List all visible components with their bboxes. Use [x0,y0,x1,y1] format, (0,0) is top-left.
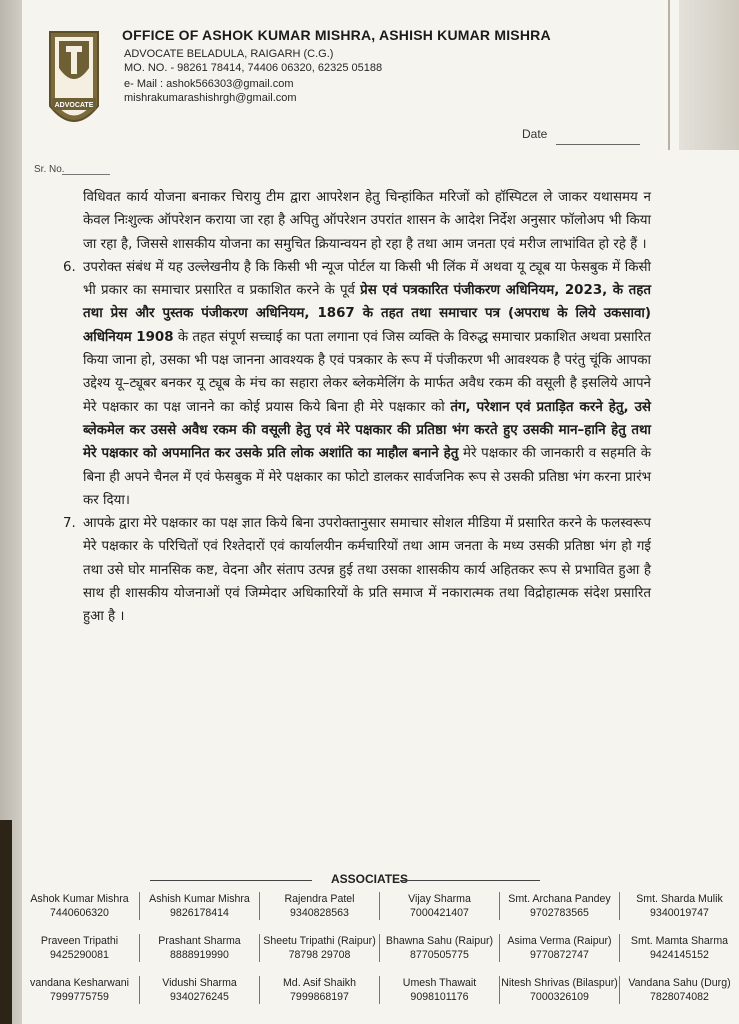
associate-phone: 7999775759 [50,991,109,1003]
associate-phone: 9826178414 [170,907,229,919]
associate-name: Smt. Archana Pandey [508,893,611,905]
associate-phone: 9340276245 [170,991,229,1003]
associate-name: Vijay Sharma [408,893,471,905]
associate-phone: 78798 29708 [288,949,351,961]
associates-row [20,976,739,1004]
email-line-2: mishrakumarashishrgh@gmail.com [124,92,297,104]
associate [620,976,739,1004]
associate-name: Bhawna Sahu (Raipur) [385,935,494,947]
associate [620,892,739,920]
associates-title: ASSOCIATES [330,872,409,886]
intro-paragraph: विधिवत कार्य योजना बनाकर चिरायु टीम द्वारा आपरेशन हेतु चिन्हांकित मरिजों को हॉस्पिटल ले जाकर यथासमय न केवल निःशुल्क ऑपरेशन कराया जा रहा है अपितु ऑपरेशन उपरांत शासन के आदेश निर्देश अनुसार फॉलोअप भी किया जा रहा है, जिससे शासकीय योजना का समुचित क्रियान्वयन हो रहा है तथा आम जनता एवं मरीज लाभांवित हो रहे हैं । [83,190,651,252]
associate-phone: 7000326109 [530,991,589,1003]
associate [140,892,260,920]
associate-phone: 9770872747 [530,949,589,961]
associate [20,934,140,962]
associate [380,934,500,962]
associate-phone: 9340019747 [650,907,709,919]
associate-phone: 9702783565 [530,907,589,919]
associate-name: Vidushi Sharma [162,977,237,989]
associate-phone: 8770505775 [410,949,469,961]
letter-body [63,186,652,629]
associate-name: Asima Verma (Raipur) [507,935,612,947]
item-6-bold-1: प्रेस एवं पत्रकारित पंजीकरण अधिनियम, 2023, के तहत तथा प्रेस और पुस्तक पंजीकरण अधिनियम, 1867 के तहत तथा समाचार पत्र (अपराध के लिये उकसावा) अधिनियम 1908 [83,283,651,345]
associate-name: Umesh Thawait [402,977,477,989]
fold-line [668,0,670,150]
associate-name: Rajendra Patel [284,893,355,905]
associate-phone: 9425290081 [50,949,109,961]
associate [500,934,620,962]
associate-phone: 7999868197 [290,991,349,1003]
associate [500,976,620,1004]
item-number: 7. [63,516,76,532]
item-6 [63,256,652,512]
serial-label: Sr. No. [34,164,65,175]
date-label: Date [522,127,548,141]
associate [140,934,260,962]
item-7-text: आपके द्वारा मेरे पक्षकार का पक्ष ज्ञात किये बिना उपरोक्तानुसार समाचार सोशल मीडिया में प्रसारित करने के फलस्वरूप मेरे पक्षकार के परिचितों एवं रिश्तेदारों एवं कार्यालयीन कर्मचारियों तथा आम जनता के मध्य उसकी प्रतिष्ठा भंग हो गई तथा उसे घोर मानसिक कष्ट, वेदना और संताप उत्पन्न हुई तथा उसका शासकीय कार्य अहितकर रूप से प्रभावित हुआ है साथ ही शासकीय योजनाओं एवं जिम्मेदार अधिकारियों के प्रति समाज में नकारात्मक तथा विद्रोहात्मक संदेश प्रसारित हुआ है । [83,516,651,625]
associate [380,892,500,920]
associates-row [20,892,739,920]
logo-text: ADVOCATE [54,102,94,109]
associate-name: Prashant Sharma [158,935,241,947]
associate-phone: 8888919990 [170,949,229,961]
associate-phone: 9098101176 [410,991,469,1003]
associate [500,892,620,920]
paper-fold [679,0,739,150]
associate-name: Sheetu Tripathi (Raipur) [263,935,376,947]
associate-name: vandana Kesharwani [30,977,129,989]
associate [260,892,380,920]
associate [20,976,140,1004]
associate-name: Nitesh Shrivas (Bilaspur) [501,977,618,989]
associate [260,934,380,962]
date-rule [556,144,640,145]
associate-name: Md. Asif Shaikh [282,977,356,989]
associate-name: Smt. Sharda Mulik [636,893,723,905]
associate [20,892,140,920]
associate-name: Vandana Sahu (Durg) [628,977,731,989]
associate-phone: 7000421407 [410,907,469,919]
associate-name: Praveen Tripathi [40,935,119,947]
mobile-line: MO. NO. - 98261 78414, 74406 06320, 62325 05188 [124,62,383,74]
item-6-text-2: के तहत संपूर्ण सच्चाई का पता लगाना एवं जिस व्यक्ति के विरुद्ध समाचार प्रकाशित अथवा प्रसारित किया जाना हो, उसका भी पक्ष जानना आवश्यक है एवं पत्रकार के रूप में पंजीकरण भी आवश्यक है परंतु चूंकि आपका उद्देश्य यू–ट्यूबर बनकर यू ट्यूब के मंच का सहारा लेकर ब्लेकमेलिंग के मार्फत अवैध रकम की वसूली है इसलिये आपने मेरे पक्षकार का पक्ष जानने का कोई प्रयास किये बिना ही मेरे पक्षकार को [83,329,652,415]
associate-name: Smt. Mamta Sharma [630,935,729,947]
item-6-text-1: उपरोक्त संबंध में यह उल्लेखनीय है कि किसी भी न्यूज पोर्टल या किसी भी लिंक में अथवा यू ट्यूब या फेसबुक में किसी भी प्रकार का समाचार प्रसारित व प्रकाशित करने के पूर्व [83,259,651,299]
associates-row [20,934,739,962]
page-edge [0,820,12,1024]
associate-phone: 9424145152 [650,949,709,961]
item-7 [63,512,651,628]
associate [140,976,260,1004]
associate [260,976,380,1004]
advocate-logo-icon [42,28,106,138]
associate-name: Ashish Kumar Mishra [149,893,250,905]
associate [380,976,500,1004]
address-line: ADVOCATE BELADULA, RAIGARH (C.G.) [124,48,334,60]
associate-phone: 9340828563 [290,907,349,919]
associate-phone: 7440606320 [50,907,109,919]
item-number: 6. [63,259,76,275]
associates-rule-right [400,880,540,881]
associate [620,934,739,962]
associate-phone: 7828074082 [650,991,709,1003]
item-6-bold-2: तंग, परेशान एवं प्रताड़ित करने हेतु, उसे ब्लेकमेल कर उससे अवैध रकम की वसूली हेतु एवं मेरे पक्षकार की प्रतिष्ठा भंग करते हुए उसकी मान–हानि हेतु तथा मेरे पक्षकार को अपमानित कर उसके प्रति लोक अशांति का माहौल बनाने हेतु [83,399,651,462]
office-title: OFFICE OF ASHOK KUMAR MISHRA, ASHISH KUMAR MISHRA [122,27,551,43]
email-line: e- Mail : ashok566303@gmail.com [124,78,294,90]
item-6-text-3: मेरे पक्षकार की जानकारी व सहमति के बिना ही अपने चैनल में एवं फेसबुक में मेरे पक्षकार का फोटो डालकर सार्वजनिक रूप से उसकी प्रतिष्ठा भंग करना प्रारंभ कर दिया। [83,446,651,508]
associate-name: Ashok Kumar Mishra [30,893,129,905]
serial-rule [62,174,110,175]
